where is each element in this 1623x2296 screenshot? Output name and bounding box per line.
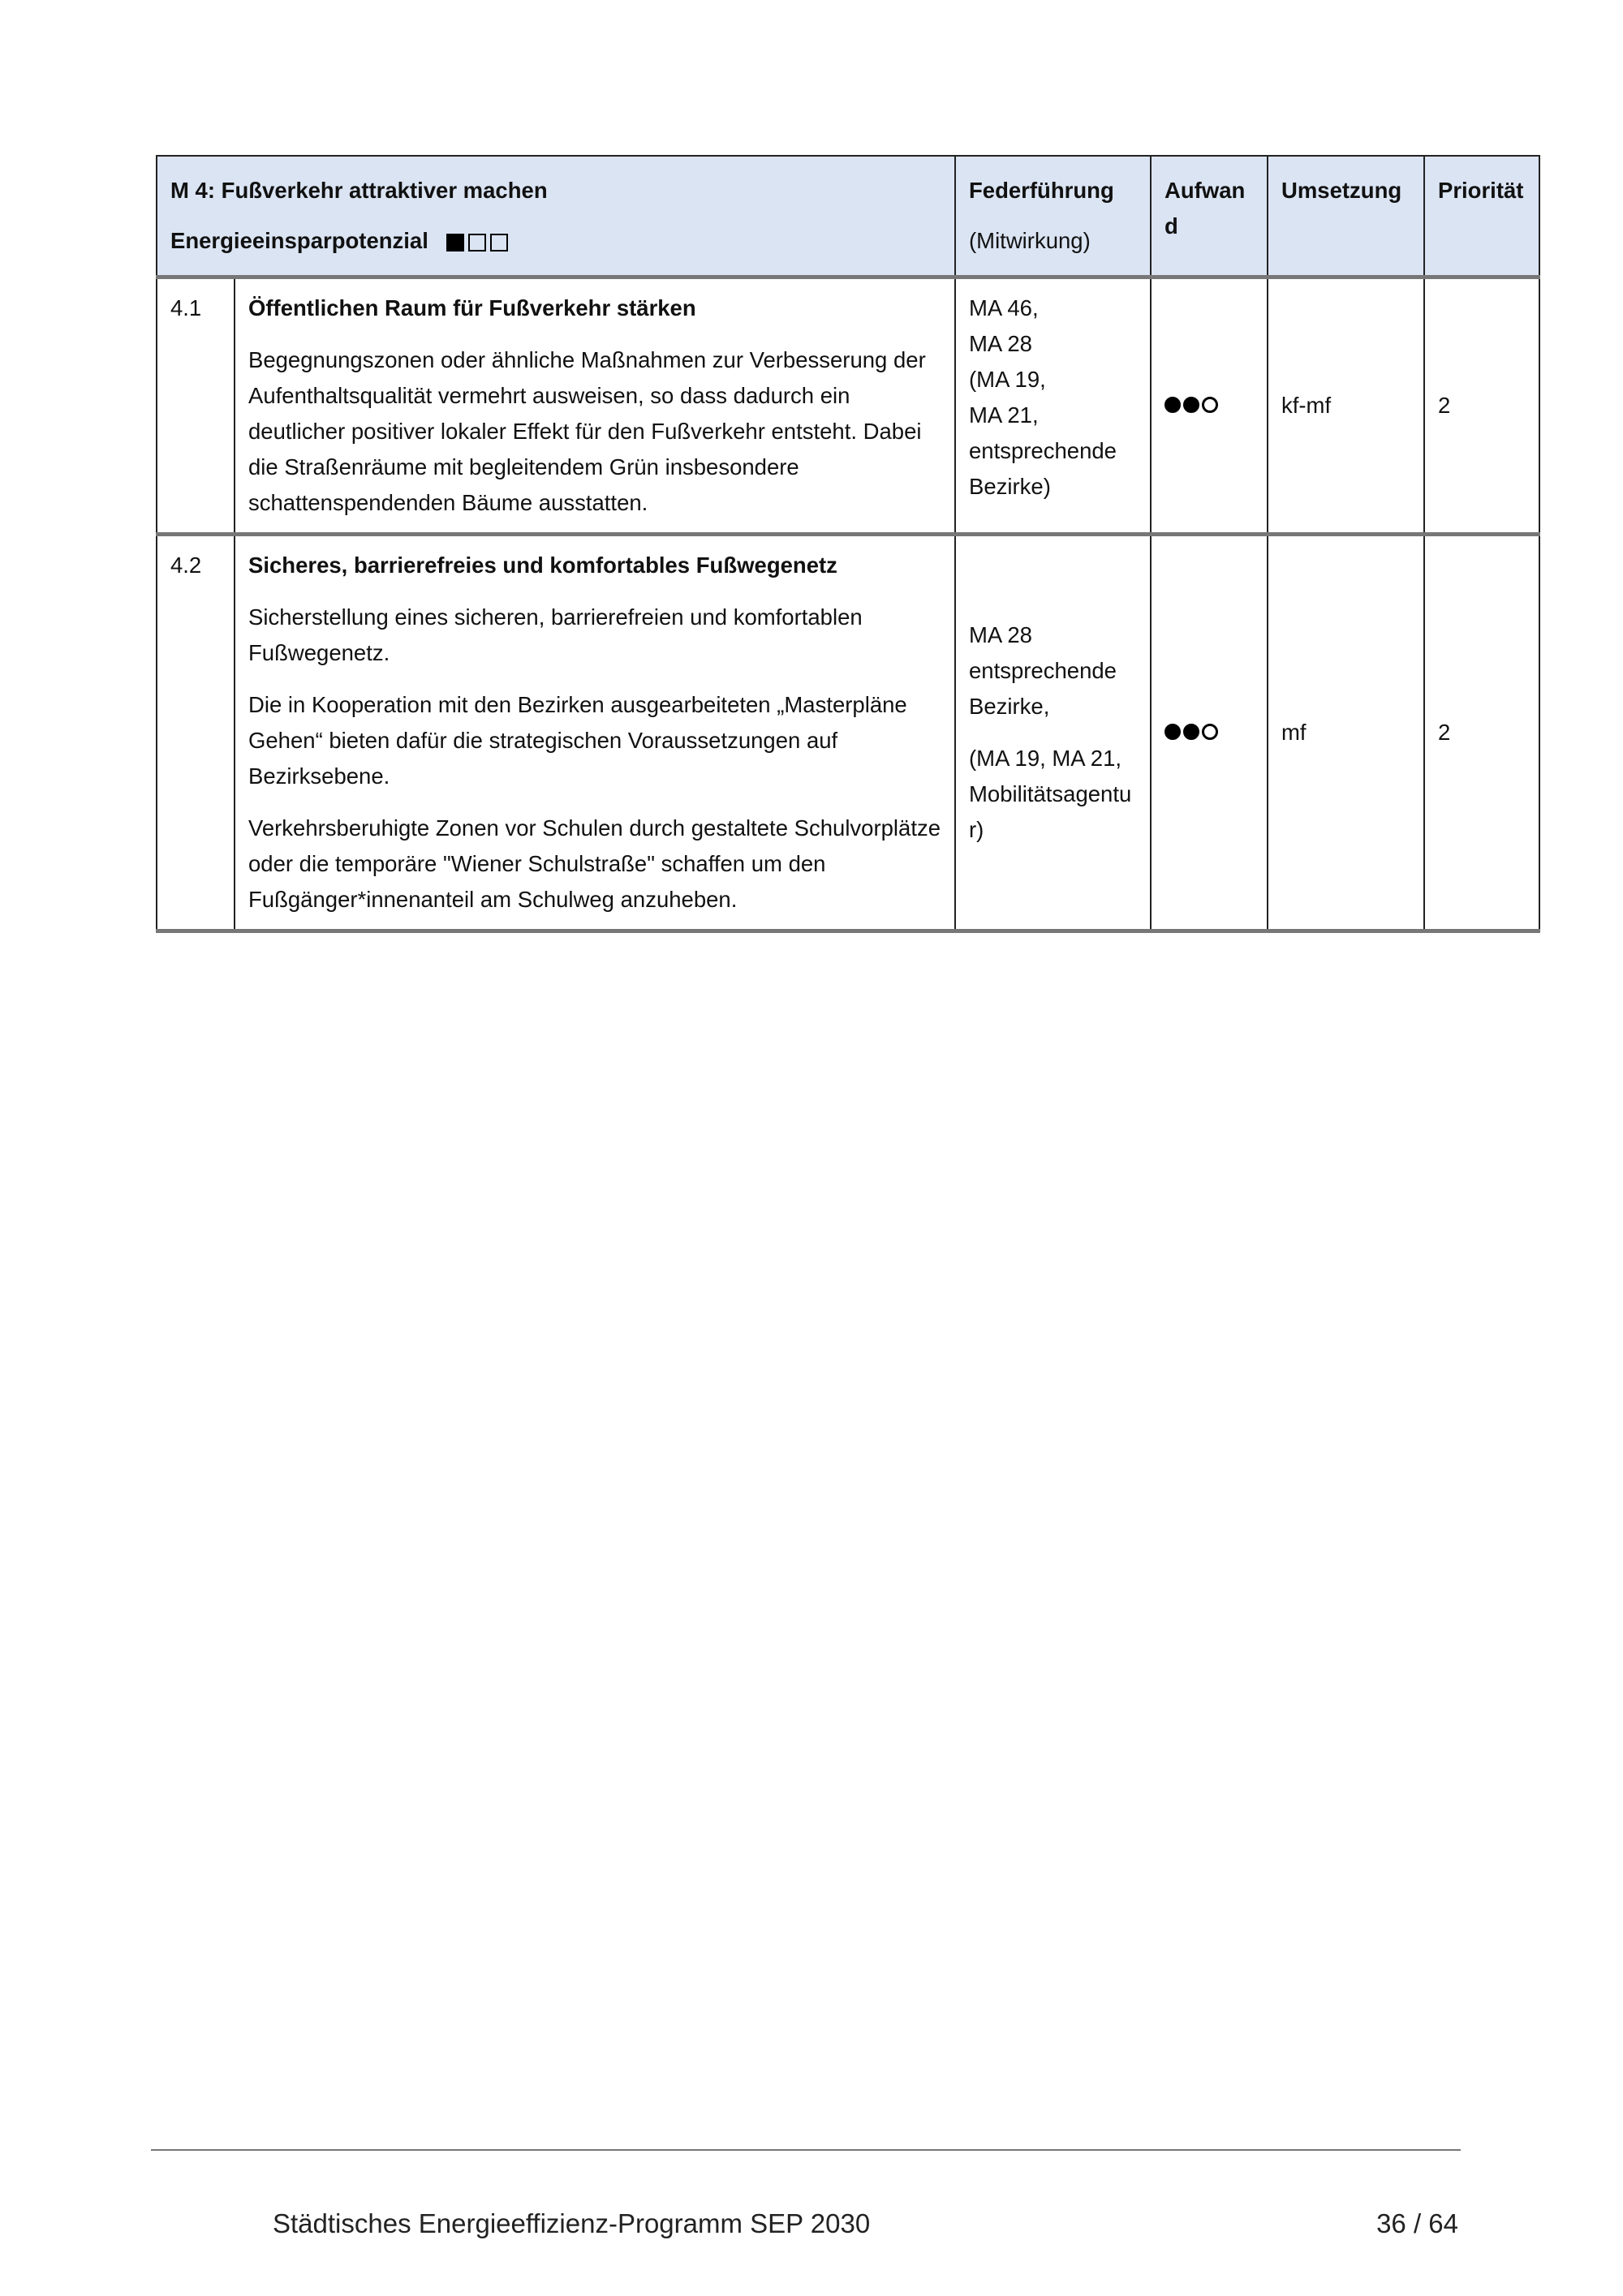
header-implementation-cell xyxy=(1268,156,1424,277)
energy-savings-line xyxy=(170,223,941,260)
effort-rating xyxy=(1165,724,1218,740)
col-lead: Federführung xyxy=(969,178,1114,203)
header-lead-cell xyxy=(955,156,1151,277)
header-measure-cell xyxy=(157,156,955,277)
lead-line: entsprechende xyxy=(969,437,1117,463)
footer-page-number: 36 / 64 xyxy=(1376,2208,1458,2238)
filled-square-icon xyxy=(446,234,464,252)
lead-line: (MA 19, xyxy=(969,366,1046,392)
lead-line: MA 46, xyxy=(969,295,1039,320)
row-lead xyxy=(955,277,1151,534)
row-implementation: kf-mf xyxy=(1268,277,1424,534)
filled-circle-icon xyxy=(1165,724,1181,740)
lead-primary: MA 28 entsprechende Bezirke, xyxy=(969,621,1117,719)
lead-participation: (MA 19, MA 21, Mobilitätsagentur) xyxy=(969,745,1132,842)
footer-document-title: Städtisches Energieeffizienz-Programm SEP 2030 xyxy=(273,2208,871,2238)
col-lead-sub: (Mitwirkung) xyxy=(969,228,1091,253)
row-number: 4.1 xyxy=(157,277,235,534)
row-lead xyxy=(955,534,1151,931)
table-header-row xyxy=(157,156,1539,277)
col-effort: Aufwand xyxy=(1165,178,1246,239)
empty-square-icon xyxy=(468,234,486,252)
measure-title: M 4: Fußverkehr attraktiver machen xyxy=(170,178,548,203)
empty-circle-icon xyxy=(1202,397,1218,413)
row-effort xyxy=(1151,277,1268,534)
header-priority-cell xyxy=(1424,156,1539,277)
row-paragraph: Verkehrsberuhigte Zonen vor Schulen durch gestaltete Schulvorplätze oder die temporäre "Wiener Schulstraße" schaffen um den Fußgänger*innenanteil am Schulweg anzuheben. xyxy=(248,815,941,912)
row-paragraph: Die in Kooperation mit den Bezirken ausgearbeiteten „Masterpläne Gehen“ bieten dafür die strategischen Voraussetzungen auf Bezirksebene. xyxy=(248,691,907,789)
row-effort xyxy=(1151,534,1268,931)
row-number: 4.2 xyxy=(157,534,235,931)
energy-savings-label: Energieeinsparpotenzial xyxy=(170,228,428,253)
row-description xyxy=(235,277,955,534)
header-effort-cell xyxy=(1151,156,1268,277)
lead-line: MA 21, xyxy=(969,402,1039,428)
table-row xyxy=(157,277,1539,534)
measure-table xyxy=(156,155,1540,933)
energy-savings-rating xyxy=(446,225,512,260)
filled-circle-icon xyxy=(1183,724,1199,740)
filled-circle-icon xyxy=(1165,397,1181,413)
row-priority: 2 xyxy=(1424,534,1539,931)
row-title: Öffentlichen Raum für Fußverkehr stärken xyxy=(248,295,696,320)
col-priority: Priorität xyxy=(1438,178,1524,203)
col-implementation: Umsetzung xyxy=(1281,178,1402,203)
row-title: Sicheres, barrierefreies und komfortables Fußwegenetz xyxy=(248,552,837,578)
empty-circle-icon xyxy=(1202,724,1218,740)
row-priority: 2 xyxy=(1424,277,1539,534)
table-row xyxy=(157,534,1539,931)
empty-square-icon xyxy=(490,234,508,252)
row-paragraph: Sicherstellung eines sicheren, barrierefreien und komfortablen Fußwegenetz. xyxy=(248,604,863,665)
lead-line: MA 28 xyxy=(969,330,1032,356)
row-description xyxy=(235,534,955,931)
filled-circle-icon xyxy=(1183,397,1199,413)
lead-line: Bezirke) xyxy=(969,473,1051,499)
row-implementation: mf xyxy=(1268,534,1424,931)
effort-rating xyxy=(1165,397,1218,413)
footer-divider xyxy=(151,2149,1461,2151)
row-paragraph: Begegnungszonen oder ähnliche Maßnahmen zur Verbesserung der Aufenthaltsqualität vermehrt ausweisen, so dass dadurch ein deutlicher positiver lokaler Effekt für den Fußverkehr entsteht. Dabei die Straßenräume mit begleitendem Grün insbesondere schattenspendenden Bäume ausstatten. xyxy=(248,346,926,515)
